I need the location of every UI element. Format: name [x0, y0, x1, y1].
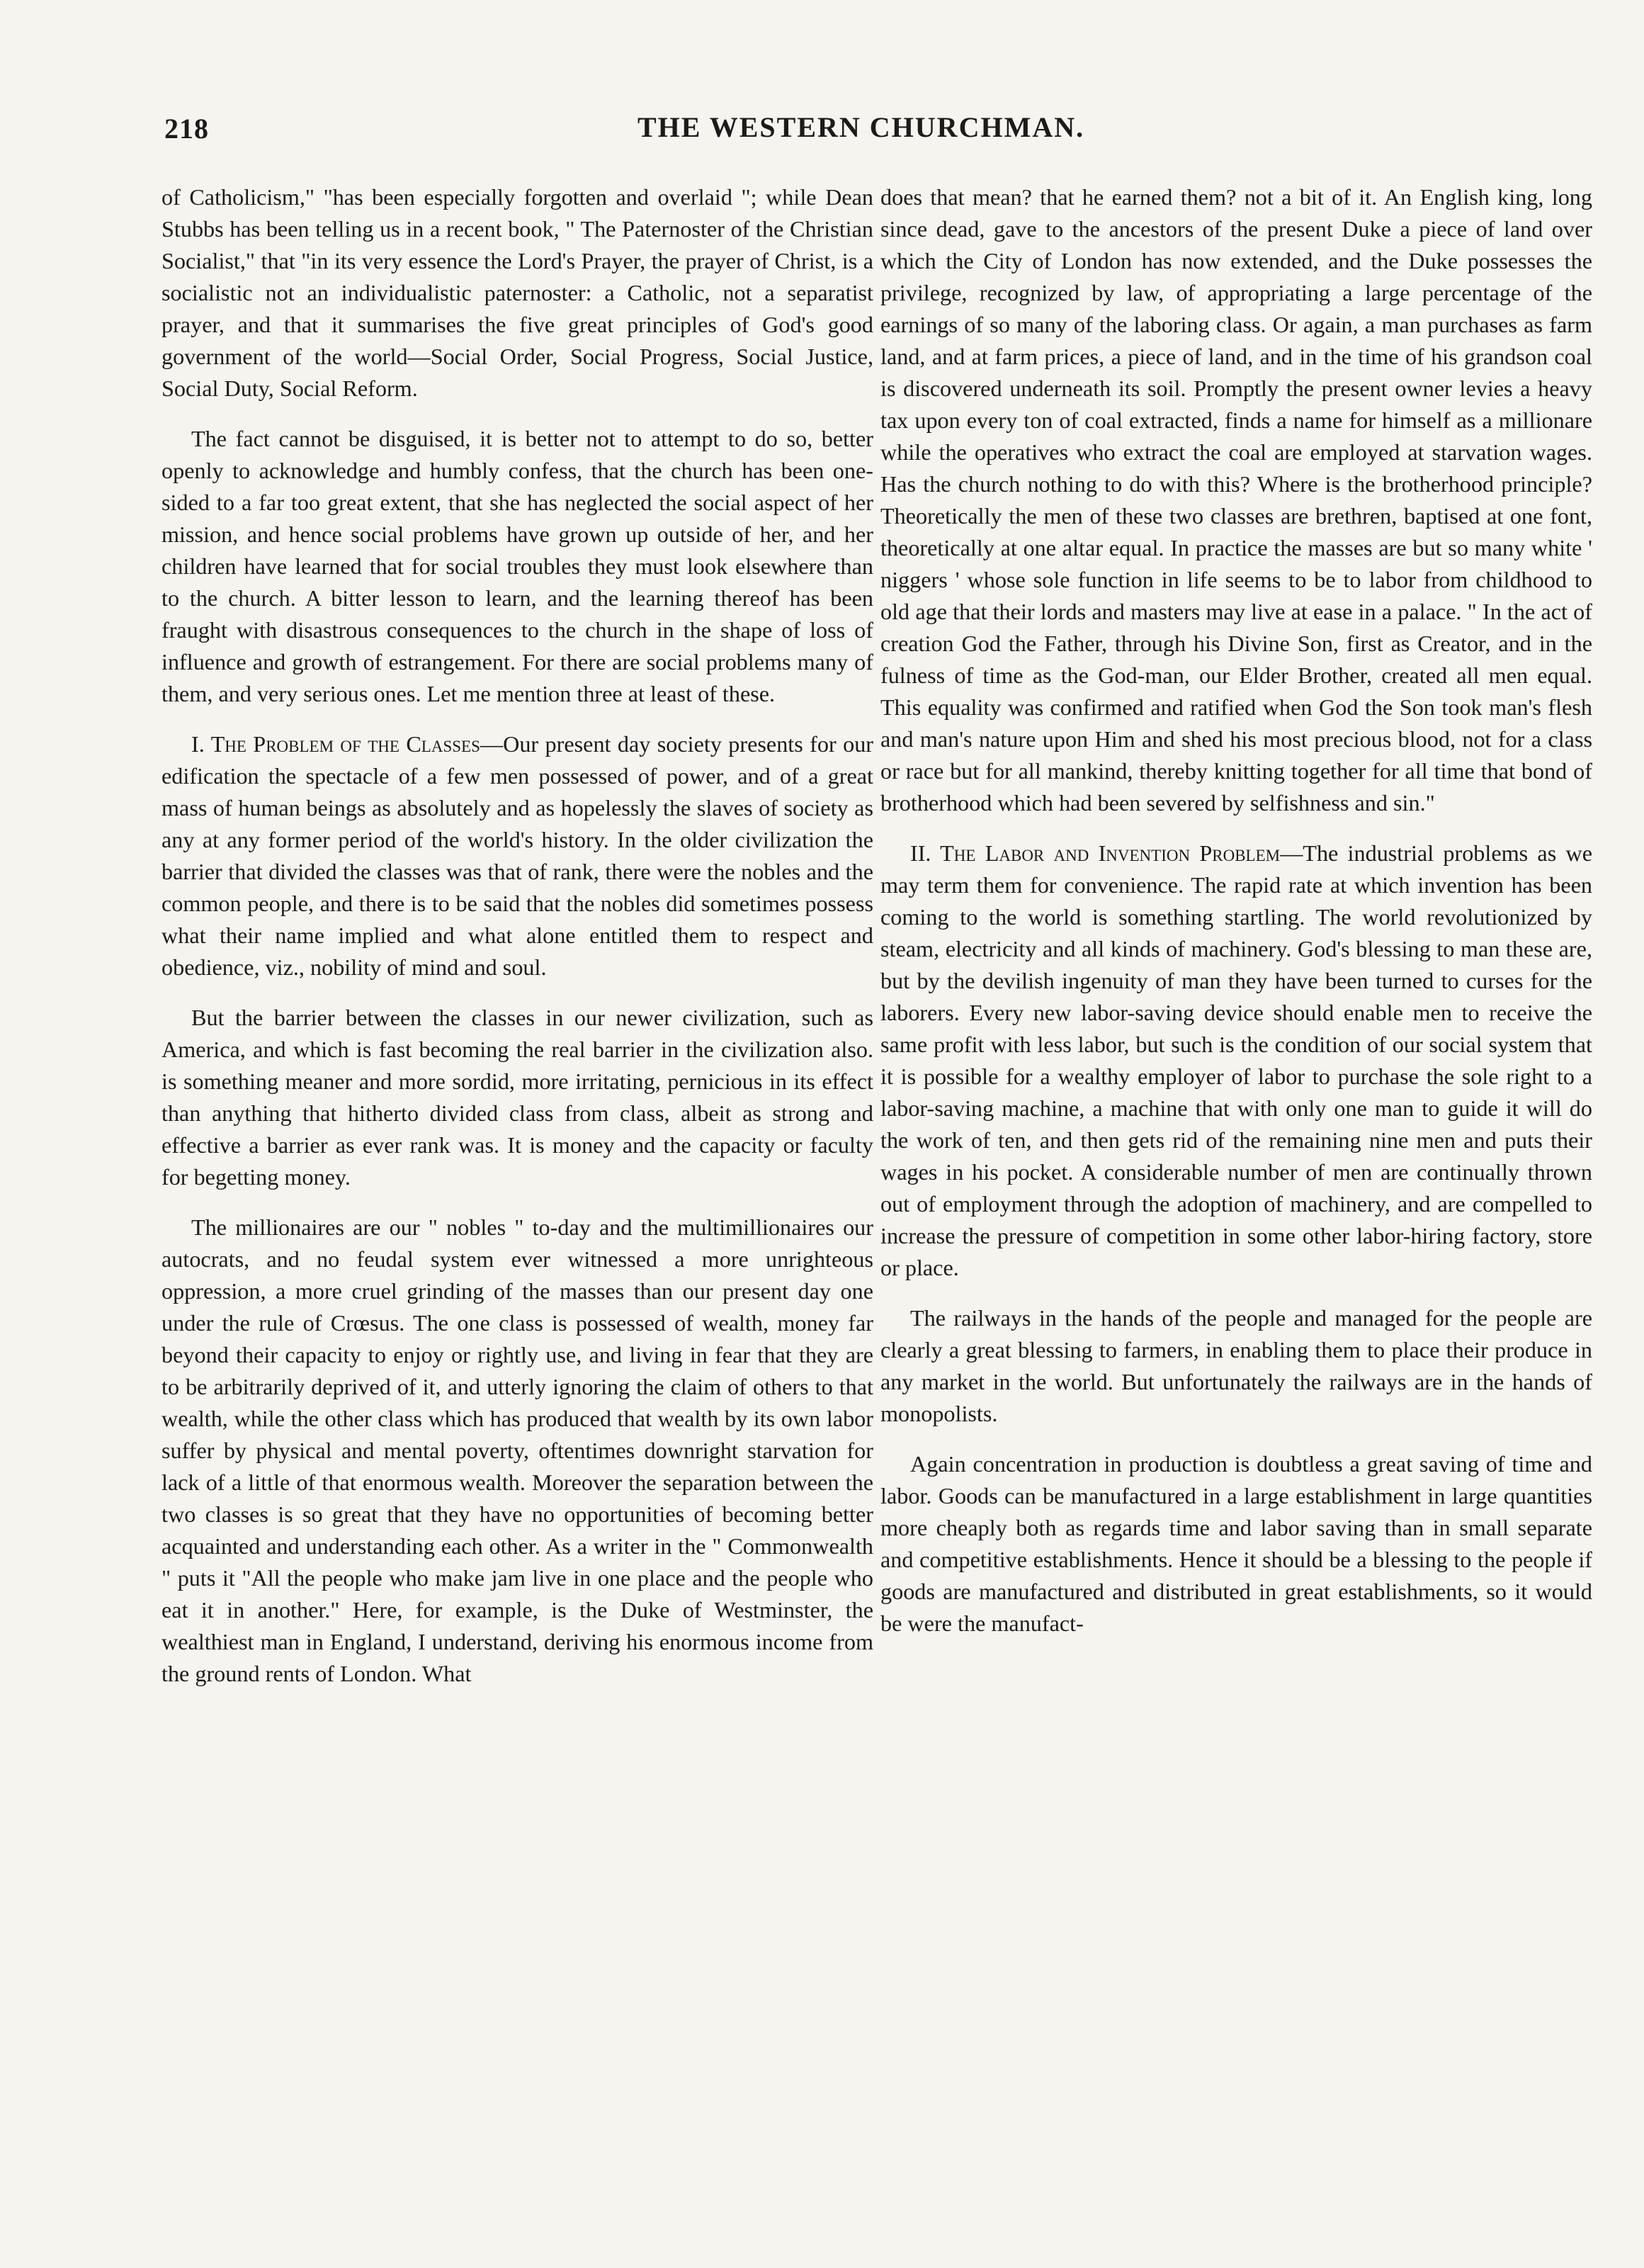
running-head: THE WESTERN CHURCHMAN.	[637, 111, 1085, 143]
paragraph: The fact cannot be disguised, it is better not to attempt to do so, better openly to acknowledge and humbly confess, that the church has been one-sided to a far too great extent, that she has neglected the social aspect of her mission, and hence social problems have grown up outside of her, and her children have learned that for social troubles they must look elsewhere than to the church. A bitter lesson to learn, and the learning thereof has been fraught with disastrous consequences to the church in the shape of loss of influence and growth of estrangement. For there are social problems many of them, and very serious ones. Let me mention three at least of these.	[161, 426, 873, 706]
page-number: 218	[164, 113, 209, 145]
paragraph: Again concentration in production is doubtless a great saving of time and labor. Goods can be manufactured in a large establishment in large quantities more cheaply both as regards time and labor saving than in small separate and competitive establishments. Hence it should be a blessing to the people if goods are manufactured and distributed in great establishments, so it would be were the manufact-	[880, 1451, 1592, 1636]
section-text: —The industrial problems as we may term them for convenience. The rapid rate at which invention has been coming to the world is something startling. The world revolutionized by steam, electricity and all kinds of machinery. God's blessing to man these are, but by the devilish ingenuity of man they have been turned to curses for the laborers. Every new labor-saving device should enable men to receive the same profit with less labor, but such is the condition of our social system that it is possible for a wealthy employer of labor to purchase the sole right to a labor-saving machine, a machine that with only one man to guide it will do the work of ten, and then gets rid of the remaining nine men and puts their wages in his pocket. A considerable number of men are continually thrown out of employment through the adoption of machinery, and are compelled to increase the pressure of competition in some other labor-hiring factory, store or place.	[880, 840, 1592, 1280]
section-heading: II. The Labor and Invention Problem	[910, 840, 1281, 866]
left-column	[161, 181, 873, 1708]
section-text: —Our present day society presents for our edification the spectacle of a few men possessed of power, and of a great mass of human beings as absolutely and as hopelessly the slaves of society as any at any former period of the world's history. In the older civilization the barrier that divided the classes was that of rank, there were the nobles and the common people, and there is to be said that the nobles did sometimes possess what their name implied and what alone entitled them to respect and obedience, viz., nobility of mind and soul.	[161, 731, 874, 980]
paragraph	[161, 728, 873, 983]
paragraph: of Catholicism," "has been especially forgotten and overlaid "; while Dean Stubbs has been telling us in a recent book, " The Paternoster of the Christian Socialist," that "in its very essence the Lord's Prayer, the prayer of Christ, is a socialistic not an individualistic paternoster: a Catholic, not a separatist prayer, and that it summarises the five great principles of God's good government of the world—Social Order, Social Progress, Social Justice, Social Duty, Social Reform.	[161, 184, 873, 401]
paragraph: The millionaires are our " nobles " to-day and the multimillionaires our autocrats, and no feudal system ever witnessed a more unrighteous oppression, a more cruel grinding of the masses than our present day one under the rule of Crœsus. The one class is possessed of wealth, money far beyond their capacity to enjoy or rightly use, and living in fear that they are to be arbitrarily deprived of it, and utterly ignoring the claim of others to that wealth, while the other class which has produced that wealth by its own labor suffer by physical and mental poverty, oftentimes downright starvation for lack of a little of that enormous wealth. Moreover the separation between the two classes is so great that they have no opportunities of becoming better acquainted and understanding each other. As a writer in the " Commonwealth " puts it "All the people who make jam live in one place and the people who eat it in another." Here, for example, is the Duke of Westminster, the wealthiest man in England, I understand, deriving his enormous income from the ground rents of London. What	[161, 1214, 873, 1686]
right-column	[880, 181, 1592, 1658]
paragraph: But the barrier between the classes in our newer civilization, such as America, and which is fast becoming the real barrier in the civilization also. is something meaner and more sordid, more irritating, pernicious in its effect than anything that hitherto divided class from class, albeit as strong and effective a barrier as ever rank was. It is money and the capacity or faculty for begetting money.	[161, 1005, 873, 1190]
paragraph: does that mean? that he earned them? not a bit of it. An English king, long since dead, gave to the ancestors of the present Duke a piece of land over which the City of London has now extended, and the Duke possesses the privilege, recognized by law, of appropriating a large percentage of the earnings of so many of the laboring class. Or again, a man purchases as farm land, and at farm prices, a piece of land, and in the time of his grandson coal is discovered underneath its soil. Promptly the present owner levies a heavy tax upon every ton of coal extracted, finds a name for himself as a millionare while the operatives who extract the coal are employed at starvation wages. Has the church nothing to do with this? Where is the brotherhood principle? Theoretically the men of these two classes are brethren, baptised at one font, theoretically at one altar equal. In practice the masses are but so many white ' niggers ' whose sole function in life seems to be to labor from childhood to old age that their lords and masters may live at ease in a palace. " In the act of creation God the Father, through his Divine Son, first as Creator, and in the fulness of time as the God-man, our Elder Brother, created all men equal. This equality was confirmed and ratified when God the Son took man's flesh and man's nature upon Him and shed his most precious blood, not for a class or race but for all mankind, thereby knitting together for all time that bond of brotherhood which had been severed by selfishness and sin."	[880, 184, 1592, 816]
paragraph	[880, 837, 1592, 1284]
section-heading: I. The Problem of the Classes	[191, 731, 480, 757]
paragraph: The railways in the hands of the people and managed for the people are clearly a great blessing to farmers, in enabling them to place their produce in any market in the world. But unfortunately the railways are in the hands of monopolists.	[880, 1305, 1592, 1426]
